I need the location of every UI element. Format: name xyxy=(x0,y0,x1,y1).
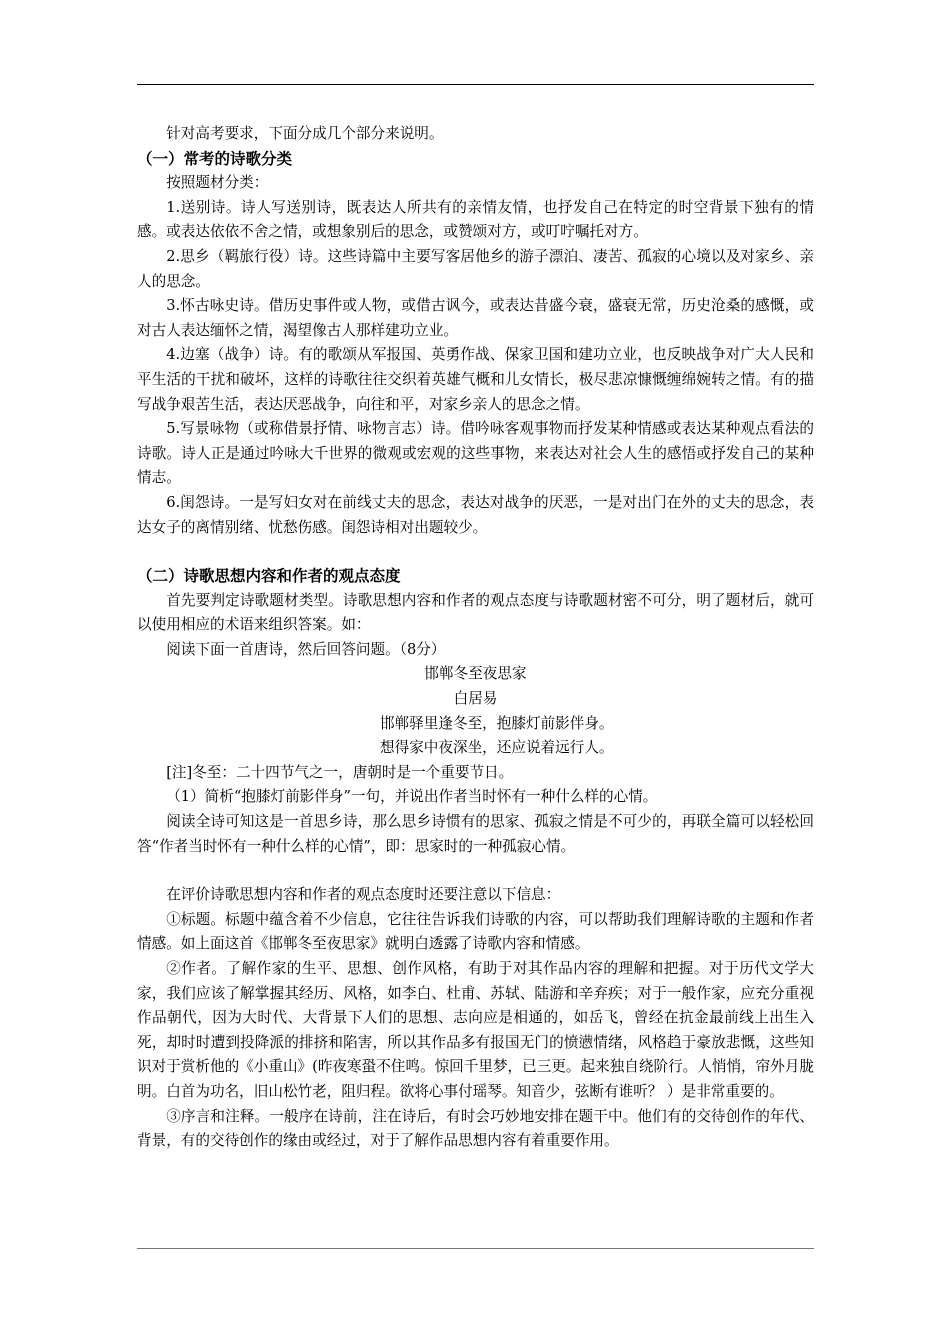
header-rule xyxy=(137,84,814,85)
answer-paragraph: 阅读全诗可知这是一首思乡诗，那么思乡诗惯有的思家、孤寂之情是不可少的，再联全篇可以轻松回答“作者当时怀有一种什么样的心情”，即：思家时的一种孤寂心情。 xyxy=(137,813,814,855)
section2-paragraph: 在评价诗歌思想内容和作者的观点态度时还要注意以下信息： xyxy=(166,886,561,904)
poem-line: 邯郸驿里逢冬至，抱膝灯前影伴身。 xyxy=(380,714,614,732)
spacer xyxy=(137,540,814,564)
spacer xyxy=(137,859,814,883)
intro-paragraph: 针对高考要求，下面分成几个部分来说明。 xyxy=(166,125,444,142)
info-item-author: ②作者。了解作家的生平、思想、创作风格，有助于对其作品内容的理解和把握。对于历代文学大家，我们应该了解掌握其经历、风格，如李白、杜甫、苏轼、陆游和辛弃疾；对于一般作家，应充分重视作品朝代，因为大时代、大背景下人们的思想、志向应是相通的，如岳飞，曾经在抗金最前线上出生入死，却时时遭到投降派的排挤和陷害，所以其作品多有报国无门的愤懑情绪，风格趋于豪放悲慨，这些知识对于赏析他的《小重山》(昨夜寒蛩不住鸣。惊回千里梦，已三更。起来独自绕阶行。人悄悄，帘外月胧明。白首为功名，旧山松竹老，阻归程。欲将心事付瑶琴。知音少，弦断有谁听？ ）是非常重要的。 xyxy=(137,960,815,1100)
category-item: 3.怀古咏史诗。借历史事件或人物，或借古讽今，或表达昔盛今衰，盛衰无常，历史沧桑的感慨，或对古人表达缅怀之情，渴望像古人那样建功立业。 xyxy=(137,297,814,339)
section1-heading: （一）常考的诗歌分类 xyxy=(137,149,293,168)
info-item-preface: ③序言和注释。一般序在诗前，注在诗后，有时会巧妙地安排在题干中。他们有的交待创作的年代、背景，有的交待创作的缘由或经过，对于了解作品思想内容有着重要作用。 xyxy=(137,1107,814,1150)
poem-author: 白居易 xyxy=(453,690,498,708)
category-item: 1.送别诗。诗人写送别诗，既表达人所共有的亲情友情，也抒发自己在特定的时空背景下独有的情感。或表达依依不舍之情，或想象别后的思念，或赞颂对方，或叮咛嘱托对方。 xyxy=(137,198,814,241)
section1-lead: 按照题材分类： xyxy=(166,174,269,192)
category-item: 4.边塞（战争）诗。有的歌颂从军报国、英勇作战、保家卫国和建功立业，也反映战争对广大人民和平生活的干扰和破坏，这样的诗歌往往交织着英雄气概和儿女情长，极尽悲凉慷慨缠绵婉转之情。有的描写战争艰苦生活，表达厌恶战争，向往和平，对家乡亲人的思念之情。 xyxy=(137,346,814,413)
footer-rule xyxy=(137,1248,814,1249)
info-item-title: ①标题。标题中蕴含着不少信息，它往往告诉我们诗歌的内容，可以帮助我们理解诗歌的主题和作者情感。如上面这首《邯郸冬至夜思家》就明白透露了诗歌内容和情感。 xyxy=(137,910,814,953)
poem-note: [注]冬至：二十四节气之一，唐朝时是一个重要节日。 xyxy=(166,763,514,781)
document-body xyxy=(137,122,814,1154)
poem-title: 邯郸冬至夜思家 xyxy=(424,665,527,683)
section2-paragraph: 首先要判定诗歌题材类型。诗歌思想内容和作者的观点态度与诗歌题材密不可分，明了题材后，就可以使用相应的术语来组织答案。如： xyxy=(137,591,814,634)
category-item: 6.闺怨诗。一是写妇女对在前线丈夫的思念，表达对战争的厌恶，一是对出门在外的丈夫的思念，表达女子的离情别绪、忧愁伤感。闺怨诗相对出题较少。 xyxy=(137,493,814,536)
question: （1）简析“抱膝灯前影伴身”一句，并说出作者当时怀有一种什么样的心情。 xyxy=(166,788,658,806)
section2-heading: （二）诗歌思想内容和作者的观点态度 xyxy=(137,567,401,586)
category-item: 2.思乡（羁旅行役）诗。这些诗篇中主要写客居他乡的游子漂泊、凄苦、孤寂的心境以及对家乡、亲人的思念。 xyxy=(137,247,814,290)
category-item: 5.写景咏物（或称借景抒情、咏物言志）诗。借吟咏客观事物而抒发某种情感或表达某种观点看法的诗歌。诗人正是通过吟咏大千世界的微观或宏观的这些事物，来表达对社会人生的感悟或抒发自己的某种情志。 xyxy=(137,420,814,487)
question-prompt: 阅读下面一首唐诗，然后回答问题。（8分） xyxy=(166,640,446,658)
poem-line: 想得家中夜深坐，还应说着远行人。 xyxy=(380,739,614,757)
